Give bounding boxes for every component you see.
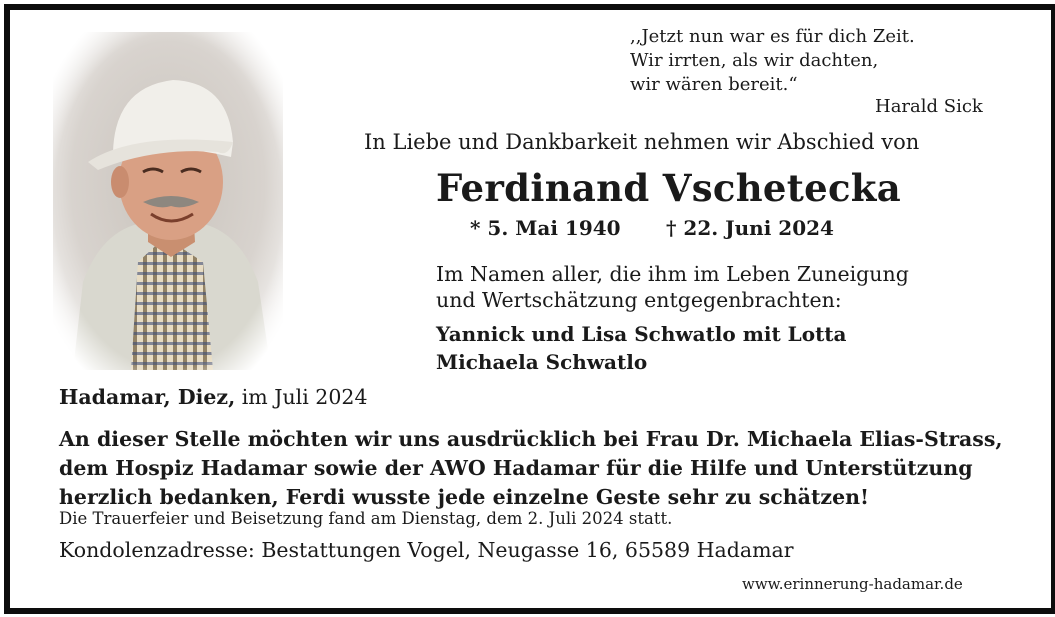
funeral-note: Die Trauerfeier und Beisetzung fand am Dienstag, dem 2. Juli 2024 statt. <box>59 509 673 528</box>
mourning-line: und Wertschätzung entgegenbrachten: <box>436 288 842 312</box>
intro-text: In Liebe und Dankbarkeit nehmen wir Abschied von <box>364 130 920 154</box>
quote-author: Harald Sick <box>875 96 983 117</box>
mourner: Yannick und Lisa Schwatlo mit Lotta <box>436 322 847 346</box>
thanks-line: herzlich bedanken, Ferdi wusste jede einzelne Geste sehr zu schätzen! <box>59 485 870 509</box>
thanks-line: An dieser Stelle möchten wir uns ausdrücklich bei Frau Dr. Michaela Elias-Strass, <box>59 427 1003 451</box>
condolence-address: Kondolenzadresse: Bestattungen Vogel, Neugasse 16, 65589 Hadamar <box>59 538 794 562</box>
quote-line: ,,Jetzt nun war es für dich Zeit. <box>630 26 915 47</box>
place-month: im Juli 2024 <box>241 385 368 409</box>
mourning-line: Im Namen aller, die ihm im Leben Zuneigung <box>436 262 909 286</box>
death-date: † 22. Juni 2024 <box>666 216 834 240</box>
mourner: Michaela Schwatlo <box>436 350 648 374</box>
quote-line: Wir irrten, als wir dachten, <box>630 50 879 71</box>
deceased-name: Ferdinand Vschetecka <box>436 166 902 210</box>
thanks-text <box>59 425 1003 512</box>
quote <box>630 25 915 97</box>
website-url: www.erinnerung-hadamar.de <box>742 575 963 593</box>
quote-line: wir wären bereit.“ <box>630 74 798 95</box>
portrait-photo <box>53 32 283 370</box>
place-date <box>59 385 367 409</box>
birth-date: * 5. Mai 1940 <box>470 216 621 240</box>
mourning-text <box>436 261 909 313</box>
place-names: Hadamar, Diez, <box>59 385 236 409</box>
thanks-line: dem Hospiz Hadamar sowie der AWO Hadamar für die Hilfe und Unterstützung <box>59 456 973 480</box>
mourners-list <box>436 320 847 376</box>
